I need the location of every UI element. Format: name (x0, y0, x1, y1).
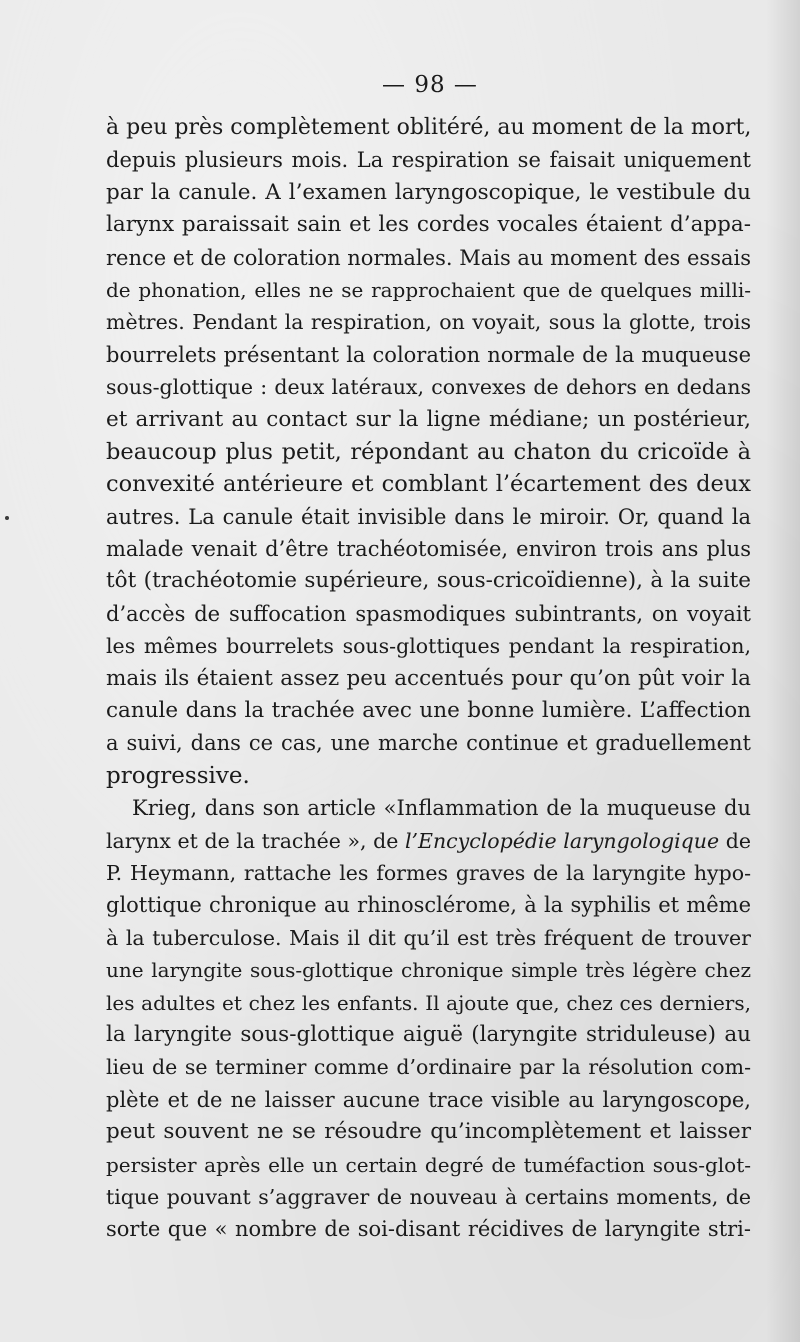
text-line: les adultes et chez les enfants. Il ajoute que, chez ces derniers, (106, 990, 751, 1015)
text-line: plète et de ne laisser aucune trace visible au laryngoscope, (106, 1087, 751, 1112)
text-line: mètres. Pendant la respiration, on voyait, sous la glotte, trois (106, 310, 751, 335)
text-line: autres. La canule était invisible dans le miroir. Or, quand la (106, 504, 751, 529)
text-line: d’accès de suffocation spasmodiques subintrants, on voyait (106, 601, 751, 626)
text-line: mais ils étaient assez peu accentués pour qu’on pût voir la (106, 665, 751, 691)
body-text (106, 112, 751, 1246)
text-line: malade venait d’être trachéotomisée, environ trois ans plus (106, 537, 751, 562)
text-line: par la canule. A l’examen laryngoscopique, le vestibule du (106, 179, 751, 205)
text-line: Krieg, dans son article «Inflammation de la muqueuse du (132, 796, 751, 821)
text-line: beaucoup plus petit, répondant au chaton du cricoïde à (106, 438, 751, 465)
text-line: les mêmes bourrelets sous-glottiques pendant la respiration, (106, 634, 751, 659)
text-line: à la tuberculose. Mais il dit qu’il est très fréquent de trouver (106, 925, 751, 950)
text-line: tôt (trachéotomie supérieure, sous-cricoïdienne), à la suite (106, 568, 751, 594)
text-line: persister après elle un certain degré de tuméfaction sous-glot- (106, 1152, 751, 1177)
text-line: peut souvent ne se résoudre qu’incomplètement et laisser (106, 1119, 751, 1145)
text-line: a suivi, dans ce cas, une marche continue et graduellement (106, 731, 751, 756)
text-line: et arrivant au contact sur la ligne médiane; un postérieur, (106, 406, 751, 432)
text-line: glottique chronique au rhinosclérome, à la syphilis et même (106, 893, 751, 918)
text-line: lieu de se terminer comme d’ordinaire par la résolution com- (106, 1055, 751, 1080)
text-line: larynx et de la trachée », de l’Encyclopédie laryngologique de (106, 828, 751, 853)
page-number: — 98 — (382, 72, 478, 98)
text-line: la laryngite sous-glottique aiguë (laryngite striduleuse) au (106, 1021, 751, 1047)
text-line: bourrelets présentant la coloration normale de la muqueuse (106, 342, 751, 367)
text-line: sorte que « nombre de soi-disant récidives de laryngite stri- (106, 1217, 751, 1242)
text-line: convexité antérieure et comblant l’écartement des deux (106, 471, 751, 498)
ink-speck (5, 516, 9, 520)
text-line: depuis plusieurs mois. La respiration se faisait uniquement (106, 148, 751, 173)
text-line: P. Heymann, rattache les formes graves de la laryngite hypo- (106, 860, 751, 885)
text-line: à peu près complètement oblitéré, au moment de la mort, (106, 115, 752, 140)
text-line: de phonation, elles ne se rapprochaient que de quelques milli- (106, 277, 751, 302)
text-line: progressive. (106, 762, 250, 789)
page-edge-shadow (766, 0, 800, 1342)
text-line: canule dans la trachée avec une bonne lumière. L’affection (106, 698, 751, 724)
text-line: une laryngite sous-glottique chronique simple très légère chez (106, 958, 751, 983)
text-line: sous-glottique : deux latéraux, convexes de dehors en dedans (106, 375, 751, 400)
text-line: rence et de coloration normales. Mais au moment des essais (106, 245, 751, 270)
text-line: larynx paraissait sain et les cordes vocales étaient d’appa- (106, 212, 751, 238)
text-line: tique pouvant s’aggraver de nouveau à certains moments, de (106, 1184, 751, 1209)
